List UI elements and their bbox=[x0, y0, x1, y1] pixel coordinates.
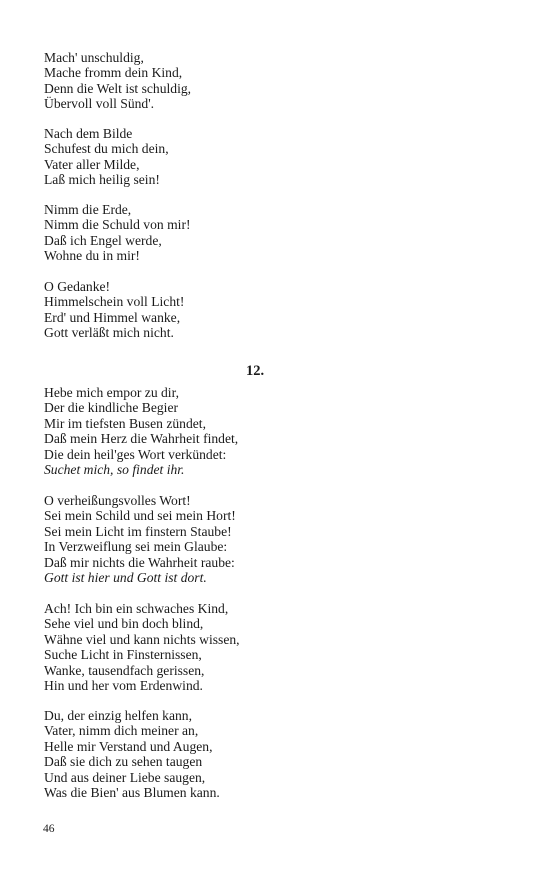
stanza bbox=[44, 601, 514, 693]
verse-line: Und aus deiner Liebe saugen, bbox=[44, 769, 206, 785]
verse-line: Nimm die Schuld von mir! bbox=[44, 217, 191, 233]
verse-line-emphasis: Gott ist hier und Gott ist dort. bbox=[44, 570, 207, 586]
verse-line: Schufest du mich dein, bbox=[44, 141, 169, 157]
verse-line: Wohne du in mir! bbox=[44, 248, 140, 264]
verse-line: Nach dem Bilde bbox=[44, 126, 133, 141]
verse-line: Himmelschein voll Licht! bbox=[44, 294, 185, 310]
verse-line: Hebe mich empor zu dir, bbox=[44, 385, 179, 400]
verse-line: Daß sie dich zu sehen taugen bbox=[44, 754, 203, 770]
verse-line: Mach' unschuldig, bbox=[44, 50, 144, 65]
stanza bbox=[44, 202, 514, 264]
verse-line: Sei mein Licht im finstern Staube! bbox=[44, 523, 232, 539]
verse-line: Ach! Ich bin ein schwaches Kind, bbox=[44, 601, 229, 616]
verse-line: Mache fromm dein Kind, bbox=[44, 65, 183, 81]
verse-line: Nimm die Erde, bbox=[44, 202, 132, 217]
verse-line: Daß mein Herz die Wahrheit findet, bbox=[44, 431, 239, 447]
poem-number: 12. bbox=[245, 363, 265, 379]
verse-line: Suche Licht in Finsternissen, bbox=[44, 647, 202, 663]
stanza bbox=[44, 493, 514, 585]
stanza bbox=[44, 50, 514, 112]
verse-line: Sehe viel und bin doch blind, bbox=[44, 616, 204, 632]
verse-line: Hin und her vom Erdenwind. bbox=[44, 678, 203, 694]
stanza bbox=[44, 126, 514, 188]
verse-line: Daß mir nichts die Wahrheit raube: bbox=[44, 554, 235, 570]
verse-line: Helle mir Verstand und Augen, bbox=[44, 738, 213, 754]
verse-line: Denn die Welt ist schuldig, bbox=[44, 80, 192, 96]
verse-line: O Gedanke! bbox=[44, 279, 111, 294]
verse-line: Wanke, tausendfach gerissen, bbox=[44, 662, 205, 678]
verse-line: Der die kindliche Begier bbox=[44, 400, 178, 416]
verse-line: Du, der einzig helfen kann, bbox=[44, 708, 192, 723]
verse-line: Die dein heil'ges Wort verkündet: bbox=[44, 446, 227, 462]
verse-line: Vater, nimm dich meiner an, bbox=[44, 723, 199, 739]
verse-line: Übervoll voll Sünd'. bbox=[44, 96, 155, 112]
verse-line: Gott verläßt mich nicht. bbox=[44, 325, 174, 341]
verse-line: Mir im tiefsten Busen zündet, bbox=[44, 415, 206, 431]
stanza bbox=[44, 279, 514, 341]
verse-line: Sei mein Schild und sei mein Hort! bbox=[44, 508, 236, 524]
stanza bbox=[44, 708, 514, 800]
verse-line: Was die Bien' aus Blumen kann. bbox=[44, 785, 220, 801]
verse-line: O verheißungsvolles Wort! bbox=[44, 493, 191, 508]
verse-line: In Verzweiflung sei mein Glaube: bbox=[44, 539, 228, 555]
page-number: 46 bbox=[43, 823, 55, 835]
verse-line-emphasis: Suchet mich, so findet ihr. bbox=[44, 462, 185, 478]
verse-line: Daß ich Engel werde, bbox=[44, 232, 162, 248]
verse-line: Erd' und Himmel wanke, bbox=[44, 309, 181, 325]
stanza bbox=[44, 385, 514, 477]
verse-line: Laß mich heilig sein! bbox=[44, 172, 160, 188]
verse-line: Vater aller Milde, bbox=[44, 156, 140, 172]
verse-line: Wähne viel und kann nichts wissen, bbox=[44, 631, 240, 647]
